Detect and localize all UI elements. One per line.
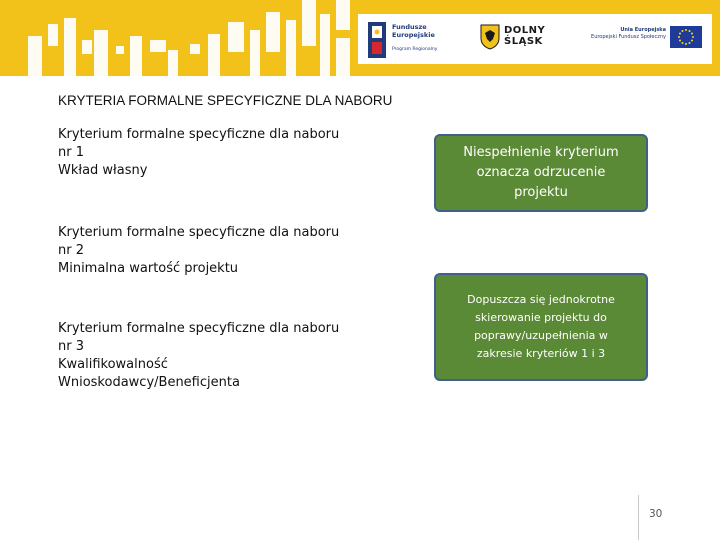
header-banner bbox=[0, 0, 720, 76]
correction-note-text: Dopuszcza się jednokrotne skierowanie projektu do poprawy/uzupełnienia w zakresie kryteriów 1 i 3 bbox=[467, 293, 615, 360]
dolny-slask-logo bbox=[480, 24, 560, 56]
fundusze-europejskie-text: Fundusze Europejskie bbox=[392, 23, 435, 39]
fundusze-europejskie-mark-icon bbox=[366, 20, 388, 60]
eu-flag-icon bbox=[670, 26, 702, 48]
criterion-2-name: Minimalna wartość projektu bbox=[58, 261, 239, 276]
program-regionalny-text: Program Regionalny bbox=[392, 47, 438, 52]
criterion-3-name: Kwalifikowalność Wnioskodawcy/Beneficjenta bbox=[58, 357, 240, 390]
fundusze-europejskie-logo bbox=[366, 20, 454, 60]
criterion-3-heading: Kryterium formalne specyficzne dla naboru nr 3 bbox=[58, 321, 340, 354]
criterion-1-name: Wkład własny bbox=[58, 163, 148, 178]
rejection-note-text: Niespełnienie kryterium oznacza odrzucenie projektu bbox=[463, 145, 619, 200]
criterion-3 bbox=[58, 320, 348, 392]
criterion-2 bbox=[58, 224, 348, 278]
unia-europejska-text: Unia Europejska Europejski Fundusz Społeczny bbox=[591, 27, 666, 40]
criterion-2-heading: Kryterium formalne specyficzne dla naboru nr 2 bbox=[58, 225, 340, 258]
page-number-divider bbox=[638, 495, 639, 540]
page-title: KRYTERIA FORMALNE SPECYFICZNE DLA NABORU bbox=[58, 93, 393, 108]
criterion-1-heading: Kryterium formalne specyficzne dla naboru nr 1 bbox=[58, 127, 340, 160]
decorative-blocks-graphic bbox=[0, 0, 360, 76]
page-number: 30 bbox=[649, 508, 663, 520]
correction-note-box bbox=[434, 273, 648, 381]
logo-strip bbox=[358, 14, 712, 64]
rejection-note-box bbox=[434, 134, 648, 212]
criterion-1 bbox=[58, 126, 348, 180]
unia-europejska-logo bbox=[588, 24, 708, 56]
eagle-crest-icon bbox=[480, 24, 500, 50]
dolny-slask-text: DOLNY ŚLĄSK bbox=[504, 25, 546, 47]
